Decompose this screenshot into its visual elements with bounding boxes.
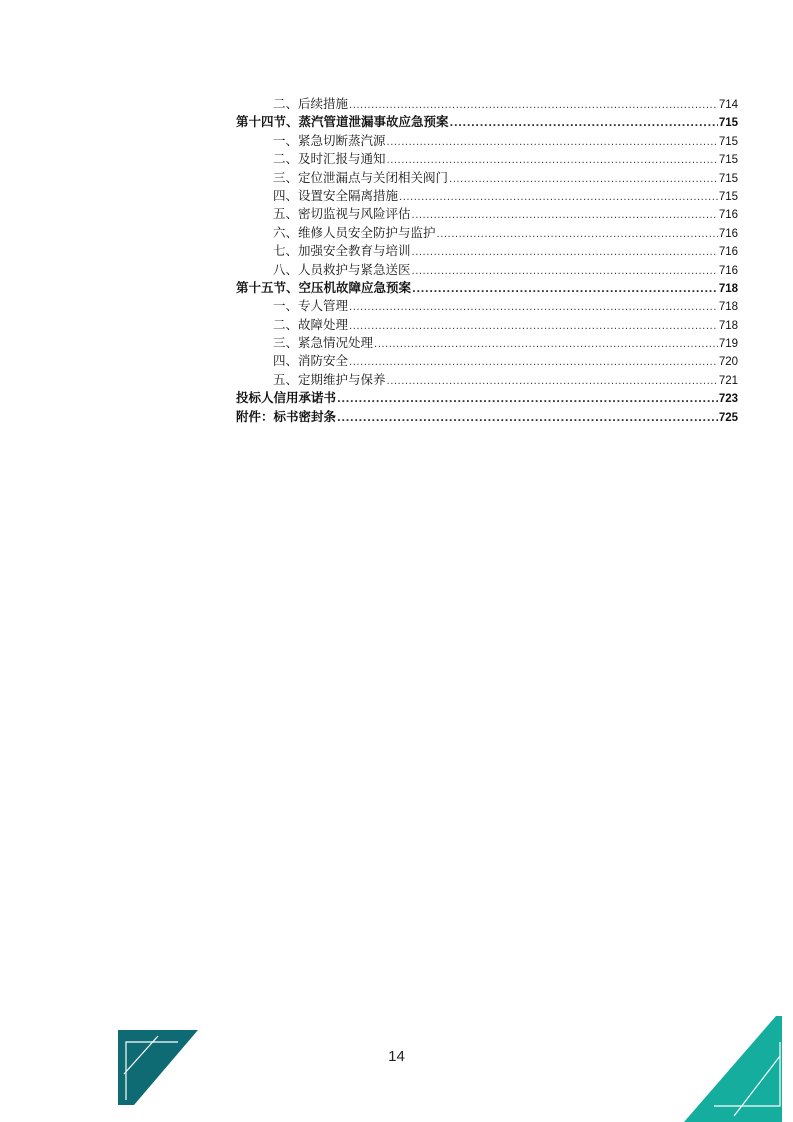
toc-entry-page: 716 <box>718 209 738 222</box>
toc-entry-label: 第十四节、蒸汽管道泄漏事故应急预案 <box>236 114 449 130</box>
toc-leader-dots <box>349 318 718 336</box>
toc-entry-page: 715 <box>718 190 738 203</box>
toc-entry-label: 三、定位泄漏点与关闭相关阀门 <box>273 169 449 185</box>
toc-entry-label: 四、设置安全隔离措施 <box>273 187 399 203</box>
toc-entry[interactable] <box>236 169 738 187</box>
toc-entry-label: 第十五节、空压机故障应急预案 <box>236 279 412 295</box>
toc-entry-page: 723 <box>718 393 738 406</box>
toc-leader-dots <box>399 189 718 207</box>
toc-entry-label: 附件：标书密封条 <box>236 408 337 424</box>
corner-decoration-right <box>684 1016 784 1122</box>
toc-entry-label: 六、维修人员安全防护与监护 <box>273 224 436 240</box>
toc-entry[interactable] <box>236 242 738 260</box>
toc-entry[interactable] <box>236 113 738 131</box>
toc-entry-page: 715 <box>718 117 738 130</box>
toc-entry-page: 714 <box>718 99 738 111</box>
toc-entry[interactable] <box>236 389 738 407</box>
toc-leader-dots <box>449 171 718 189</box>
toc-leader-dots <box>412 244 718 262</box>
toc-entry-label: 五、密切监视与风险评估 <box>273 206 411 222</box>
toc-entry[interactable] <box>236 205 738 223</box>
toc-entry-label: 二、及时汇报与通知 <box>273 151 386 167</box>
toc-entry-label: 四、消防安全 <box>273 353 349 369</box>
toc-entry-page: 720 <box>718 356 738 369</box>
toc-entry[interactable] <box>236 261 738 279</box>
toc-entry-page: 715 <box>718 172 738 185</box>
toc-entry[interactable] <box>236 95 738 113</box>
toc-leader-dots <box>387 134 718 152</box>
toc-leader-dots <box>412 263 718 281</box>
toc-leader-dots <box>450 115 718 133</box>
toc-entry[interactable] <box>236 408 738 426</box>
toc-leader-dots <box>412 207 718 225</box>
page-number: 14 <box>388 1048 405 1065</box>
toc-entry[interactable] <box>236 224 738 242</box>
toc-entry-label: 投标人信用承诺书 <box>236 390 337 406</box>
toc-entry[interactable] <box>236 150 738 168</box>
toc-entry[interactable] <box>236 187 738 205</box>
toc-leader-dots <box>337 410 718 428</box>
toc-entry-page: 718 <box>718 301 738 314</box>
toc-entry[interactable] <box>236 279 738 297</box>
toc-entry-page: 715 <box>718 135 738 148</box>
toc-entry[interactable] <box>236 352 738 370</box>
toc-leader-dots <box>387 373 718 391</box>
toc-entry[interactable] <box>236 334 738 352</box>
toc-leader-dots <box>437 226 718 244</box>
toc-entry[interactable] <box>236 132 738 150</box>
toc-leader-dots <box>349 299 718 317</box>
corner-decoration-left <box>118 1030 200 1108</box>
toc-entry-label: 二、后续措施 <box>273 96 349 111</box>
toc-entry-page: 716 <box>718 246 738 259</box>
toc-entry[interactable] <box>236 297 738 315</box>
toc-leader-dots <box>374 336 718 354</box>
toc-entry-label: 一、紧急切断蒸汽源 <box>273 132 386 148</box>
toc-entry-label: 八、人员救护与紧急送医 <box>273 261 411 277</box>
toc-entry-page: 716 <box>718 227 738 240</box>
toc-entry-page: 719 <box>718 338 738 351</box>
toc-entry-page: 725 <box>718 411 738 424</box>
toc-entry-page: 721 <box>718 374 738 387</box>
toc-entry-label: 三、紧急情况处理 <box>273 335 374 351</box>
toc-entry[interactable] <box>236 371 738 389</box>
toc-entry-page: 718 <box>718 282 738 295</box>
toc-entry-page: 716 <box>718 264 738 277</box>
toc-entry[interactable] <box>236 316 738 334</box>
toc-leader-dots <box>349 354 718 372</box>
table-of-contents <box>236 95 738 426</box>
toc-entry-label: 七、加强安全教育与培训 <box>273 243 411 259</box>
toc-entry-label: 一、专人管理 <box>273 298 349 314</box>
toc-entry-label: 五、定期维护与保养 <box>273 371 386 387</box>
toc-leader-dots <box>412 281 718 299</box>
toc-entry-label: 二、故障处理 <box>273 316 349 332</box>
toc-entry-page: 715 <box>718 154 738 167</box>
toc-leader-dots <box>337 391 718 409</box>
toc-entry-page: 718 <box>718 319 738 332</box>
